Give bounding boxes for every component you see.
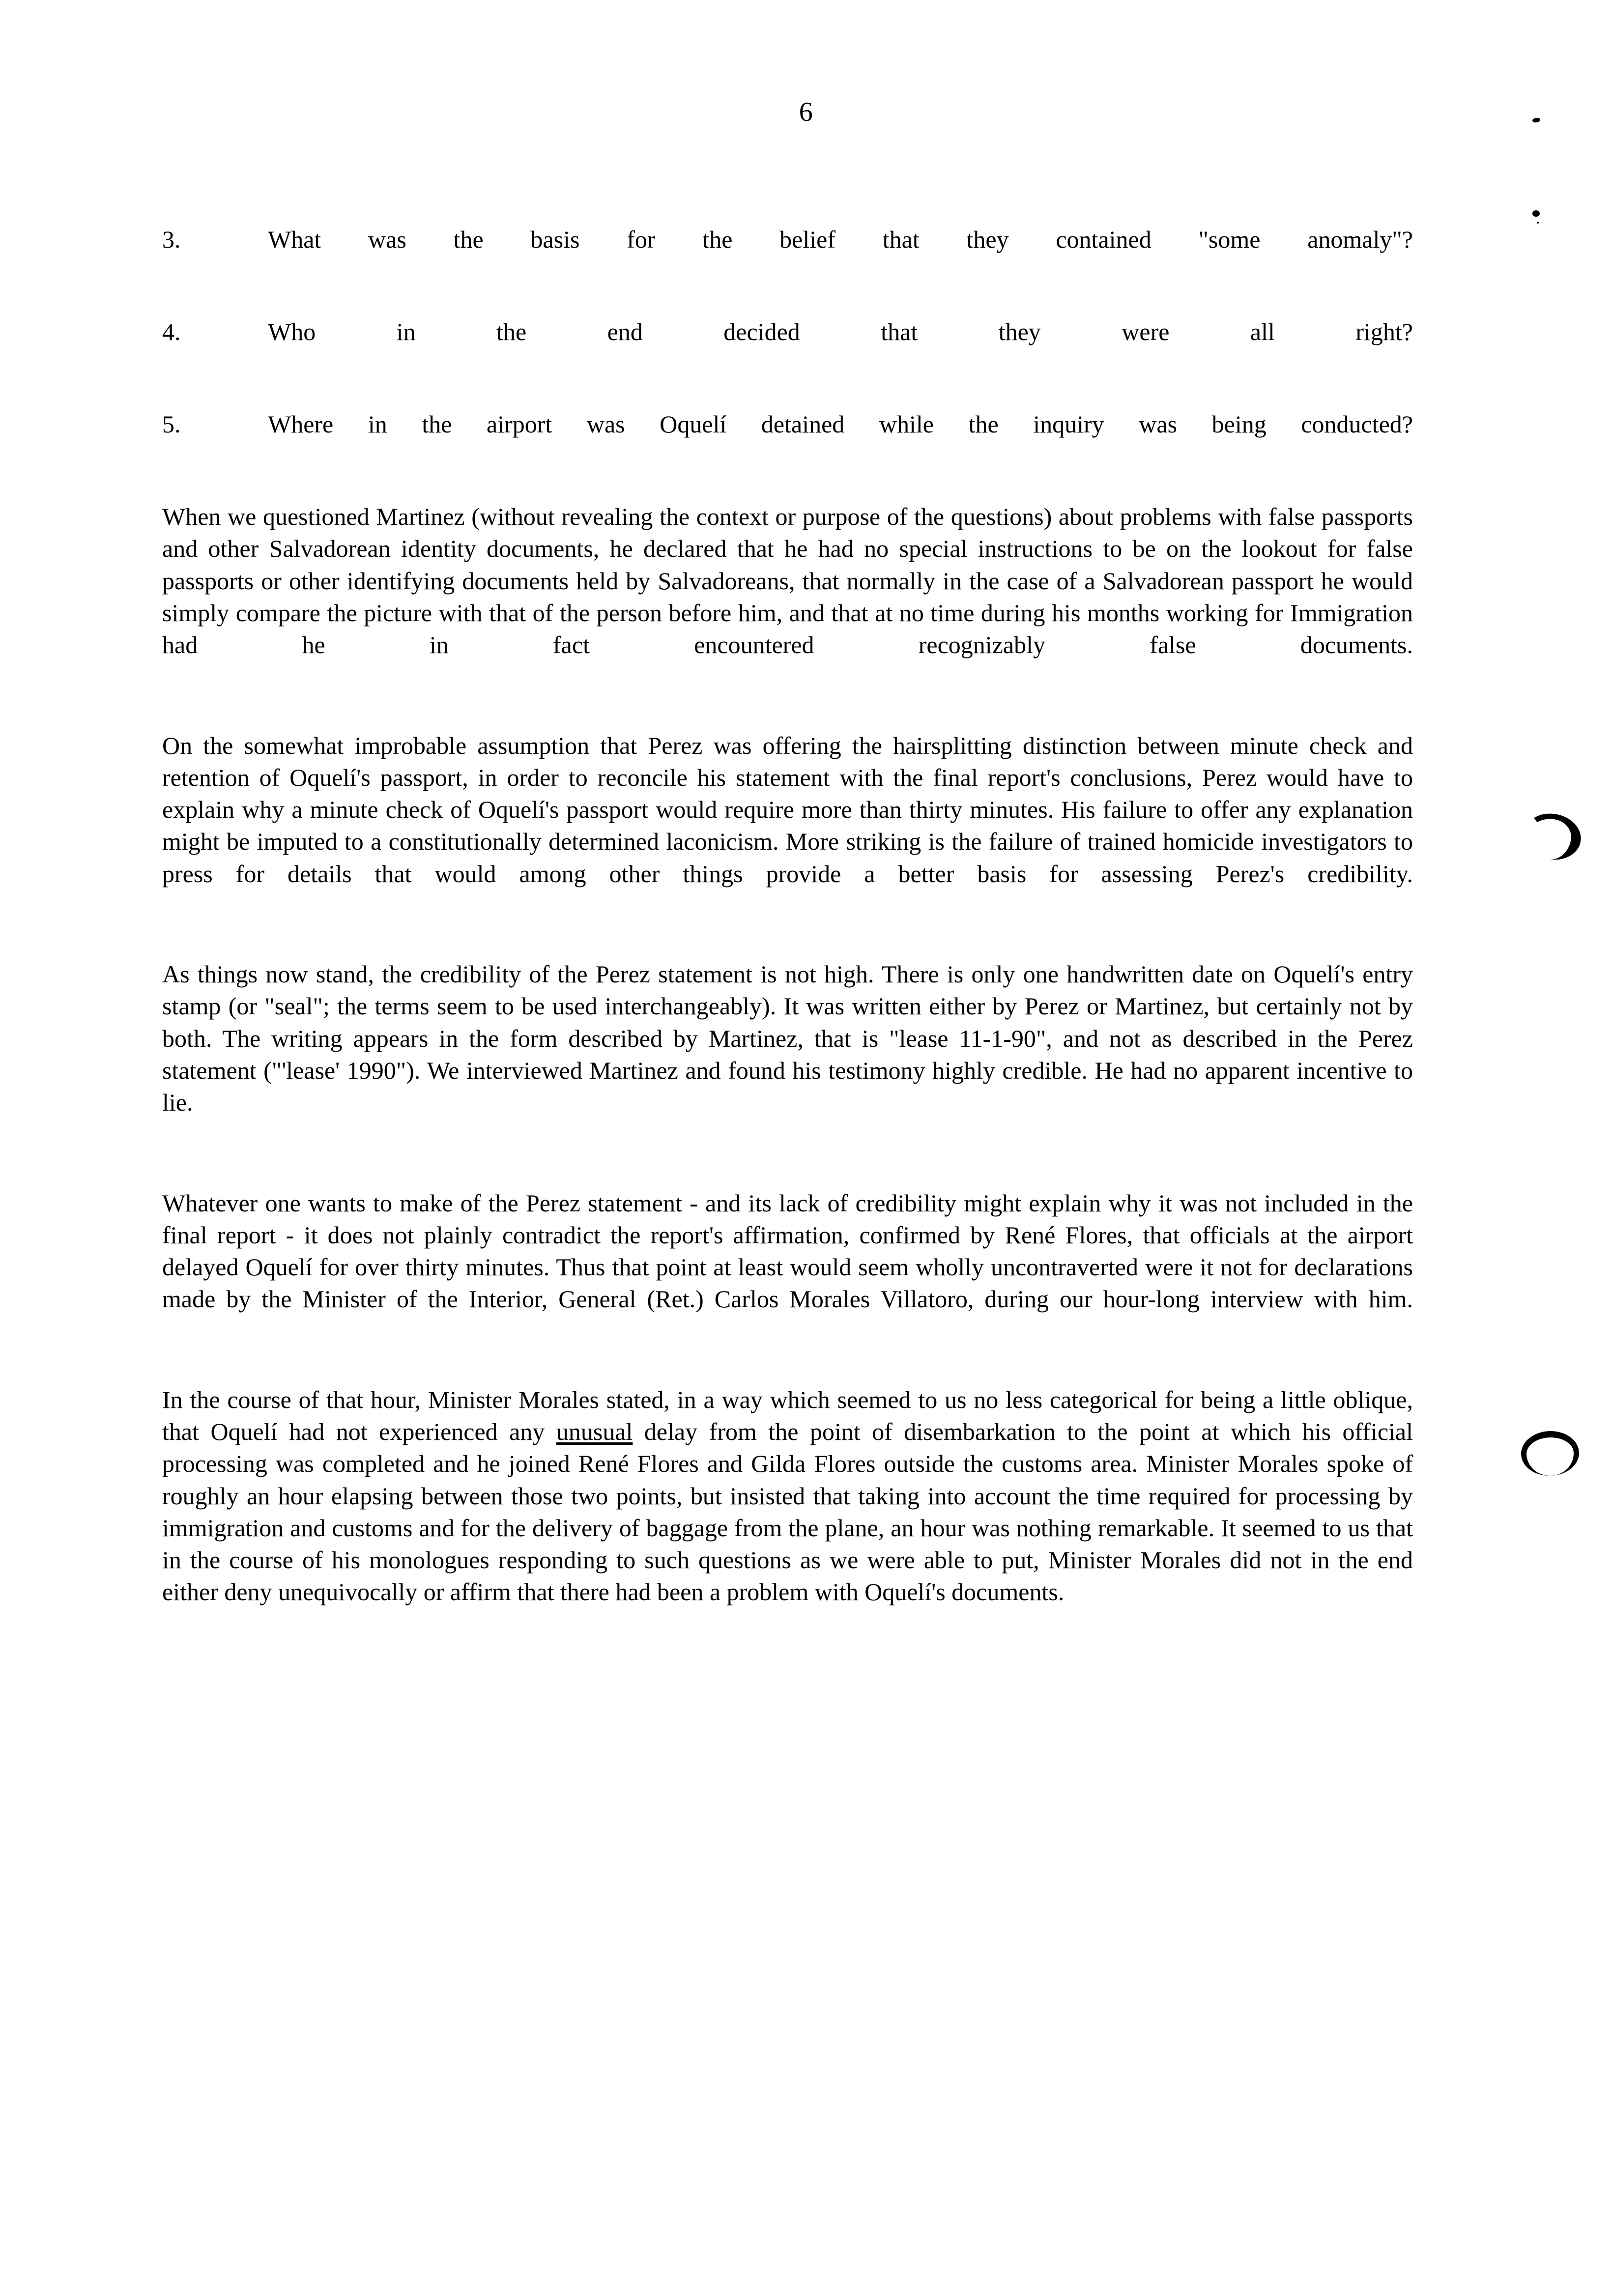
page-number: 6	[799, 97, 813, 127]
numbered-question-4	[162, 316, 1413, 380]
paragraph-on-the-somewhat: On the somewhat improbable assumption that Perez was offering the hairsplitting distinction between minute check and retention of Oquelí's passport, in order to reconcile his statement with the final report's conclusions, Perez would have to explain why a minute check of Oquelí's passport would require more than thirty minutes. His failure to offer any explanation might be imputed to a constitutionally determined laconicism. More striking is the failure of trained homicide investigators to press for details that would among other things provide a better basis for assessing Perez's credibility.	[162, 731, 1413, 888]
ink-speck-icon	[1532, 210, 1540, 217]
question-number: 5.	[162, 410, 181, 438]
question-text: Who in the end decided that they were all right?	[268, 318, 1413, 345]
numbered-question-3	[162, 224, 1413, 287]
paragraph-text-part-2: delay from the point of disembarkation to the point at which his official processing was completed and he joined René Flores and Gilda Flores outside the customs area. Minister Morales spoke of roughly an hour elapsing between those two points, but insisted that taking into account the time required for processing by immigration and customs and for the delivery of baggage from the plane, an hour was nothing remarkable. It seemed to us that in the course of his monologues responding to such questions as we were able to put, Minister Morales did not in the end either deny unequivocally or affirm that there had been a problem with Oquelí's documents.	[162, 1418, 1413, 1606]
question-number: 3.	[162, 226, 181, 253]
paragraph-when-we-questioned: When we questioned Martinez (without revealing the context or purpose of the questions) about problems with false passports and other Salvadorean identity documents, he declared that he had no special instructions to be on the lookout for false passports or other identifying documents held by Salvadoreans, that normally in the case of a Salvadorean passport he would simply compare the picture with that of the person before him, and that at no time during his months working for Immigration had he in fact encountered recognizably false documents.	[162, 503, 1413, 659]
document-body	[162, 224, 1413, 1608]
emphasized-word-unusual: unusual	[556, 1418, 633, 1445]
paragraph-text-part-1: In the course of that hour, Minister Morales stated, in a way which seemed to us no less categorical for being a little oblique, that Oquelí had not experienced any	[162, 1385, 1413, 1445]
numbered-question-5	[162, 408, 1413, 472]
question-text: Where in the airport was Oquelí detained while the inquiry was being conducted?	[268, 410, 1413, 438]
paragraph-as-things-now-stand: As things now stand, the credibility of the Perez statement is not high. There is only one handwritten date on Oquelí's entry stamp (or "seal"; the terms seem to be used interchangeably). It was written either by Perez or Martinez, but certainly not by both. The writing appears in the form described by Martinez, that is "lease 11-1-90", and not as described in the Perez statement ("'lease' 1990"). We interviewed Martinez and found his testimony highly credible. He had no apparent incentive to lie.	[162, 960, 1413, 1116]
paragraph-in-the-course-of-that-hour	[162, 1384, 1413, 1608]
handwritten-arc-mark-icon	[1520, 1430, 1580, 1477]
question-number: 4.	[162, 318, 181, 345]
paragraph-whatever-one-wants: Whatever one wants to make of the Perez statement - and its lack of credibility might explain why it was not included in the final report - it does not plainly contradict the report's affirmation, confirmed by René Flores, that officials at the airport delayed Oquelí for over thirty minutes. Thus that point at least would seem wholly uncontraverted were it not for declarations made by the Minister of the Interior, General (Ret.) Carlos Morales Villatoro, during our hour-long interview with him.	[162, 1189, 1413, 1313]
handwritten-hook-mark-icon	[1520, 809, 1584, 864]
question-text: What was the basis for the belief that they contained "some anomaly"?	[268, 226, 1413, 253]
ink-speck-icon	[1537, 222, 1539, 224]
